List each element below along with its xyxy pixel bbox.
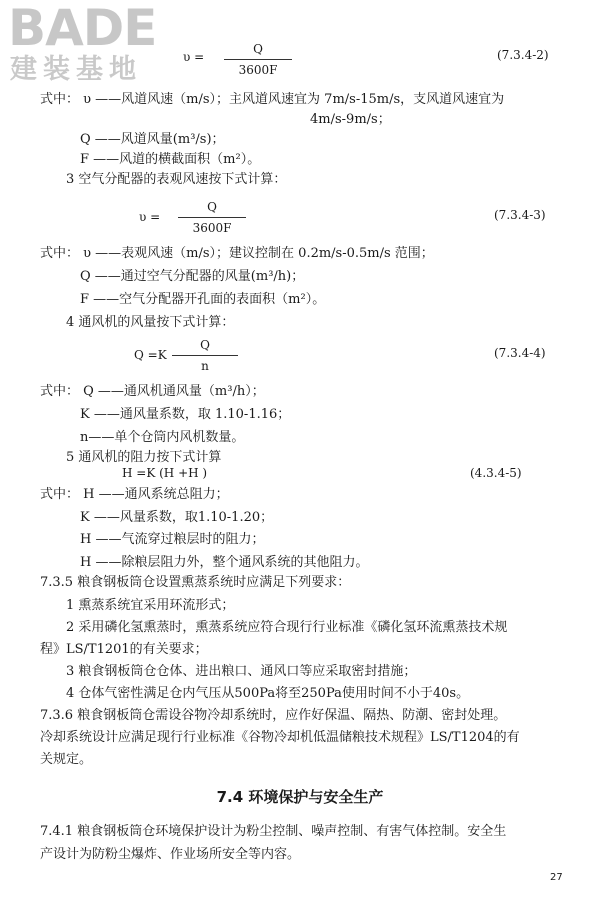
clause-7-3-5-title: 7.3.5 粮食钢板筒仓设置熏蒸系统时应满足下列要求： — [40, 575, 351, 590]
equation-4-3-4-5: H =K (H +H ) — [122, 466, 208, 480]
clause-7-4-1: 7.4.1 粮食钢板筒仓环境保护设计为粉尘控制、噪声控制、有害气体控制。安全生 — [40, 824, 507, 839]
fraction-denominator: 3600F — [192, 221, 232, 235]
clause-7-3-6-line: 关规定。 — [40, 752, 93, 767]
where-line: F ——风道的横截面积（m²）。 — [80, 152, 261, 167]
where-line: n——单个仓筒内风机数量。 — [80, 430, 245, 445]
fraction-denominator: 3600F — [238, 63, 278, 77]
where-line: H ——除粮层阻力外，整个通风系统的其他阻力。 — [80, 555, 369, 570]
page-number: 27 — [550, 872, 563, 883]
where-line: 4m/s-9m/s； — [310, 112, 391, 127]
list-item: 4 通风机的风量按下式计算： — [66, 315, 235, 330]
equation-7-3-4-4-lhs: Q =K — [134, 348, 167, 362]
clause-7-3-6: 7.3.6 粮食钢板筒仓需设谷物冷却系统时，应作好保温、隔热、防潮、密封处理。 — [40, 708, 507, 723]
watermark-logo-subtitle: 建装基地 — [10, 54, 142, 85]
list-item: 1 熏蒸系统宜采用环流形式； — [66, 598, 235, 613]
where-line: H ——气流穿过粮层时的阻力； — [80, 532, 265, 547]
equation-7-3-4-3-lhs: υ = — [139, 210, 161, 224]
equation-7-3-4-2-lhs: υ = — [183, 50, 205, 64]
where-line: K ——风量系数，取1.10-1.20； — [80, 510, 274, 525]
clause-7-3-6-line: 冷却系统设计应满足现行行业标准《谷物冷却机低温储粮技术规程》LS/T1204的有 — [40, 730, 520, 745]
equation-number: (7.3.4-4) — [494, 346, 546, 360]
fraction-numerator: Q — [200, 338, 210, 352]
where-line: 式中： υ ——表观风速（m/s）；建议控制在 0.2m/s-0.5m/s 范围； — [40, 246, 434, 261]
where-line: 式中： υ ——风道风速（m/s）；主风道风速宜为 7m/s-15m/s，支风道风速宜为 — [40, 92, 505, 107]
where-line: K ——通风量系数，取 1.10-1.16； — [80, 407, 291, 422]
equation-7-3-4-4-fraction — [172, 336, 238, 375]
section-heading-7-4: 7.4 环境保护与安全生产 — [216, 788, 384, 806]
list-item: 3 粮食钢板筒仓仓体、进出粮口、通风口等应采取密封措施； — [66, 664, 417, 679]
equation-number: (4.3.4-5) — [470, 466, 522, 480]
list-item: 2 采用磷化氢熏蒸时，熏蒸系统应符合现行行业标准《磷化氢环流熏蒸技术规 — [66, 620, 508, 635]
equation-number: (7.3.4-3) — [494, 208, 546, 222]
where-line: 式中： H ——通风系统总阻力； — [40, 487, 229, 502]
list-item: 5 通风机的阻力按下式计算 — [66, 450, 222, 465]
fraction-numerator: Q — [253, 42, 263, 56]
equation-number: (7.3.4-2) — [497, 48, 549, 62]
equation-7-3-4-2-fraction — [224, 40, 292, 79]
where-line: Q ——通过空气分配器的风量(m³/h)； — [80, 269, 305, 284]
list-item: 3 空气分配器的表观风速按下式计算： — [66, 172, 287, 187]
watermark-logo: BADE — [8, 0, 157, 57]
where-line: Q ——风道风量(m³/s)； — [80, 132, 225, 147]
clause-7-4-1-line: 产设计为防粉尘爆炸、作业场所安全等内容。 — [40, 847, 301, 862]
where-line: 式中： Q ——通风机通风量（m³/h）； — [40, 384, 265, 399]
where-line: F ——空气分配器开孔面的表面积（m²）。 — [80, 292, 326, 307]
fraction-numerator: Q — [207, 200, 217, 214]
list-item-continuation: 程》LS/T1201的有关要求； — [40, 642, 208, 657]
fraction-denominator: n — [201, 359, 209, 373]
list-item: 4 仓体气密性满足仓内气压从500Pa将至250Pa使用时间不小于40s。 — [66, 686, 470, 701]
equation-7-3-4-3-fraction — [178, 198, 246, 237]
